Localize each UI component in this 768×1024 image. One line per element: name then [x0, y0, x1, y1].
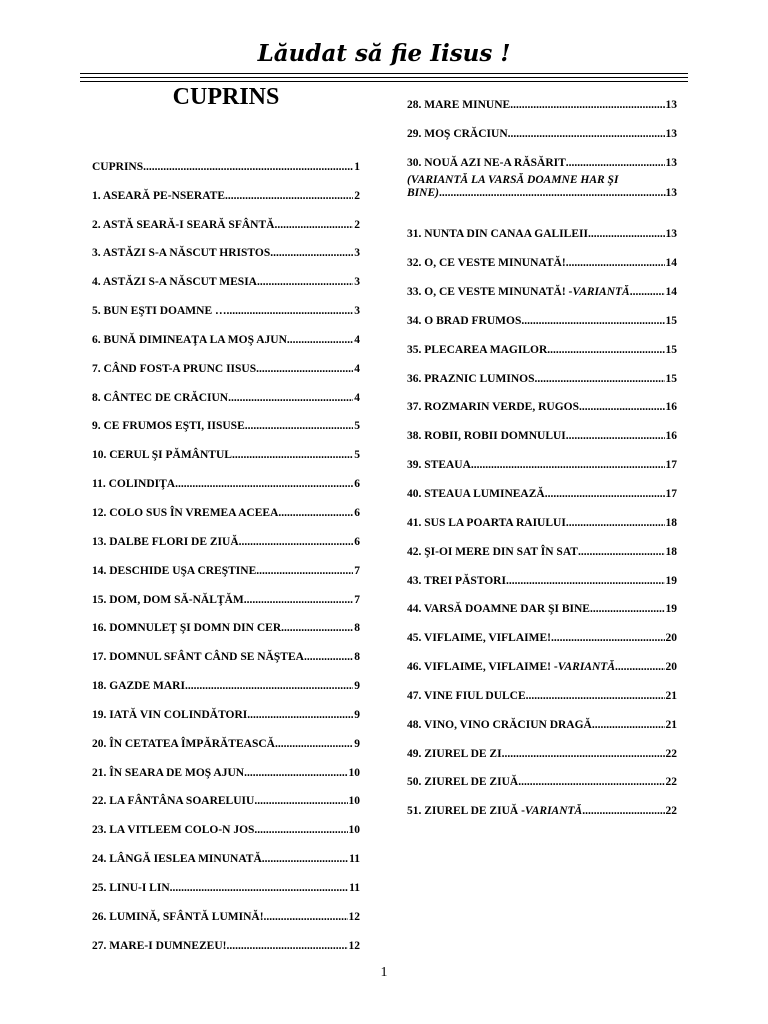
toc-entry-title: 36. PRAZNIC LUMINOS — [407, 372, 535, 385]
toc-entry-page: 13 — [665, 186, 677, 199]
toc-entry-page: 5 — [354, 449, 360, 462]
toc-entry-title: 5. BUN EŞTI DOAMNE … — [92, 305, 227, 318]
toc-entry[interactable] — [407, 82, 677, 111]
toc-entry[interactable] — [407, 673, 677, 702]
toc-entry-title: 29. MOŞ CRĂCIUN — [407, 127, 508, 140]
toc-entry-page: 21 — [665, 689, 677, 702]
toc-entry-title: 11. COLINDIŢA — [92, 478, 176, 491]
toc-entry-note-line2: BINE) — [407, 186, 439, 199]
toc-entry-title: 41. SUS LA POARTA RAIULUI — [407, 516, 566, 529]
toc-entry-title: 2. ASTĂ SEARĂ-I SEARĂ SFÂNTĂ — [92, 218, 275, 231]
toc-entry-page: 13 — [665, 156, 677, 169]
toc-entry[interactable] — [407, 558, 677, 587]
toc-entry-title: 50. ZIUREL DE ZIUĂ — [407, 776, 519, 789]
toc-entry-title: CUPRINS — [92, 160, 144, 173]
toc-entry[interactable] — [92, 259, 360, 288]
toc-entry[interactable] — [92, 577, 360, 606]
toc-entry-title: 16. DOMNULEŢ ŞI DOMN DIN CER — [92, 622, 282, 635]
toc-entry-title: 22. LA FÂNTÂNA SOARELUIU — [92, 795, 255, 808]
toc-leader-dots — [175, 478, 353, 490]
toc-entry[interactable] — [407, 644, 677, 673]
toc-entry-title: 34. O BRAD FRUMOS — [407, 314, 522, 327]
toc-entry-title: 19. IATĂ VIN COLINDĂTORI — [92, 708, 248, 721]
toc-leader-dots — [256, 565, 353, 577]
toc-entry-title: 10. CERUL ŞI PĂMÂNTUL — [92, 449, 232, 462]
toc-entry-page: 11 — [349, 853, 360, 866]
toc-entry[interactable] — [92, 432, 360, 461]
toc-entry-note[interactable] — [407, 169, 677, 212]
toc-leader-dots — [551, 632, 665, 644]
toc-entry-title: 31. NUNTA DIN CANAA GALILEII — [407, 228, 588, 241]
toc-leader-dots — [588, 228, 665, 240]
toc-entry[interactable] — [92, 375, 360, 404]
toc-entry-page: 8 — [354, 651, 360, 664]
toc-leader-dots — [228, 392, 353, 404]
toc-entry[interactable] — [92, 894, 360, 923]
toc-leader-dots — [281, 622, 353, 634]
toc-entry[interactable] — [92, 779, 360, 808]
toc-entry-page: 17 — [665, 487, 677, 500]
toc-entry-title: 7. CÂND FOST-A PRUNC IISUS... — [92, 362, 265, 375]
toc-entry-page: 2 — [354, 218, 360, 231]
toc-entry-page: 22 — [665, 776, 677, 789]
toc-entry-title: 14. DESCHIDE UŞA CREŞTINE — [92, 564, 257, 577]
toc-entry[interactable] — [92, 606, 360, 635]
toc-leader-dots — [582, 805, 664, 817]
toc-entry-title: 43. TREI PĂSTORI — [407, 574, 506, 587]
toc-entry-title: 23. LA VITLEEM COLO-N JOS — [92, 824, 255, 837]
toc-entry-title: 28. MARE MINUNE — [407, 98, 511, 111]
toc-entry-page: 4 — [354, 362, 360, 375]
toc-entry-title: 12. COLO SUS ÎN VREMEA ACEEA — [92, 506, 279, 519]
toc-entry-page: 3 — [354, 276, 360, 289]
toc-leader-dots — [566, 257, 665, 269]
toc-entry-title: 3. ASTĂZI S-A NĂSCUT HRISTOS — [92, 247, 271, 260]
toc-entry-page: 15 — [665, 314, 677, 327]
header-rule-top — [80, 73, 688, 74]
toc-entry-title: 47. VINE FIUL DULCE — [407, 689, 526, 702]
toc-leader-dots — [566, 430, 665, 442]
toc-entry-page: 13 — [665, 127, 677, 140]
toc-entry-page: 15 — [665, 372, 677, 385]
toc-entry[interactable] — [92, 490, 360, 519]
toc-leader-dots — [274, 219, 353, 231]
toc-leader-dots — [508, 128, 665, 140]
toc-leader-dots — [254, 795, 347, 807]
toc-entry-page: 7 — [354, 593, 360, 606]
toc-entry-title: 18. GAZDE MARI — [92, 680, 185, 693]
toc-entry[interactable] — [92, 750, 360, 779]
toc-entry[interactable] — [407, 413, 677, 442]
toc-entry[interactable] — [407, 788, 677, 817]
toc-entry-title: 25. LINU-I LIN — [92, 881, 170, 894]
toc-entry-page: 16 — [665, 430, 677, 443]
toc-entry-title: 30. NOUĂ AZI NE-A RĂSĂRIT — [407, 156, 566, 169]
toc-leader-dots — [534, 373, 664, 385]
toc-entry[interactable] — [92, 663, 360, 692]
toc-entry-title: 45. VIFLAIME, VIFLAIME! — [407, 632, 551, 645]
header-rule-middle — [80, 77, 688, 78]
toc-entry-page: 22 — [665, 805, 677, 818]
toc-leader-dots — [227, 305, 354, 317]
toc-entry-page: 19 — [665, 574, 677, 587]
toc-leader-dots — [526, 690, 665, 702]
toc-entry-page: 5 — [354, 420, 360, 433]
toc-entry-page: 18 — [665, 545, 677, 558]
toc-entry[interactable] — [92, 231, 360, 260]
toc-leader-dots — [244, 594, 354, 606]
toc-leader-dots — [590, 603, 665, 615]
toc-entry-note-line1: (VARIANTĂ LA VARSĂ DOAMNE HAR ŞI — [407, 173, 619, 186]
toc-entry-title: 15. DOM, DOM SĂ-NĂLŢĂM — [92, 593, 244, 606]
toc-entry[interactable] — [407, 731, 677, 760]
toc-leader-dots — [254, 824, 347, 836]
toc-entry[interactable] — [407, 111, 677, 140]
toc-entry[interactable] — [92, 317, 360, 346]
toc-leader-dots — [244, 767, 347, 779]
toc-entry-page: 14 — [665, 286, 677, 299]
toc-entry-title: 8. CÂNTEC DE CRĂCIUN — [92, 391, 229, 404]
toc-leader-dots — [270, 247, 353, 259]
toc-entry-title: 6. BUNĂ DIMINEAŢA LA MOŞ AJUN — [92, 333, 287, 346]
toc-entry[interactable] — [407, 298, 677, 327]
toc-entry-title: 48. VINO, VINO CRĂCIUN DRAGĂ — [407, 718, 592, 731]
toc-entry[interactable] — [407, 615, 677, 644]
toc-leader-dots — [245, 420, 354, 432]
toc-entry-page: 8 — [354, 622, 360, 635]
toc-entry[interactable] — [92, 144, 360, 173]
toc-entry-title: 27. MARE-I DUMNEZEU! — [92, 939, 227, 952]
toc-leader-dots — [247, 709, 353, 721]
toc-entry[interactable] — [92, 836, 360, 865]
toc-leader-dots — [579, 401, 665, 413]
toc-entry[interactable] — [92, 807, 360, 836]
toc-entry-page: 9 — [354, 680, 360, 693]
toc-leader-dots — [566, 157, 665, 169]
toc-entry-page: 15 — [665, 343, 677, 356]
toc-leader-dots — [439, 187, 666, 200]
toc-entry-page: 13 — [665, 228, 677, 241]
toc-entry[interactable] — [407, 140, 677, 169]
toc-entry[interactable] — [92, 461, 360, 490]
toc-entry-title: 4. ASTĂZI S-A NĂSCUT MESIA — [92, 276, 257, 289]
toc-leader-dots — [578, 546, 665, 558]
toc-entry-page: 4 — [354, 333, 360, 346]
toc-entry-page: 10 — [348, 795, 360, 808]
toc-leader-dots — [264, 911, 348, 923]
toc-entry[interactable] — [407, 240, 677, 269]
toc-entry-page: 4 — [354, 391, 360, 404]
toc-leader-dots — [506, 575, 665, 587]
toc-entry[interactable] — [92, 692, 360, 721]
toc-entry-page: 2 — [354, 189, 360, 202]
toc-entry[interactable] — [407, 587, 677, 616]
toc-title: CUPRINS — [172, 84, 280, 110]
toc-entry-title: 51. ZIUREL DE ZIUĂ - — [407, 805, 525, 818]
page-number: 1 — [380, 965, 388, 980]
toc-entry-page: 10 — [348, 766, 360, 779]
toc-entry[interactable] — [407, 760, 677, 789]
toc-entry[interactable] — [407, 529, 677, 558]
toc-entry-page: 20 — [665, 661, 677, 674]
toc-entry[interactable] — [407, 471, 677, 500]
toc-entry-title: 20. ÎN CETATEA ÎMPĂRĂTEASCĂ — [92, 737, 275, 750]
toc-entry-title: 37. ROZMARIN VERDE, RUGOS — [407, 401, 579, 414]
toc-entry[interactable] — [92, 865, 360, 894]
toc-entry[interactable] — [407, 327, 677, 356]
toc-leader-dots — [521, 315, 664, 327]
toc-entry-page: 18 — [665, 516, 677, 529]
toc-entry[interactable] — [407, 385, 677, 414]
toc-entry[interactable] — [407, 212, 677, 241]
toc-entry-page: 10 — [348, 824, 360, 837]
toc-leader-dots — [592, 719, 665, 731]
toc-entry[interactable] — [92, 202, 360, 231]
toc-leader-dots — [502, 748, 665, 760]
toc-entry-title: 21. ÎN SEARA DE MOŞ AJUN — [92, 766, 245, 779]
toc-entry[interactable] — [92, 519, 360, 548]
toc-leader-dots — [239, 536, 354, 548]
toc-entry-page: 21 — [665, 718, 677, 731]
toc-entry[interactable] — [92, 634, 360, 663]
toc-leader-dots — [518, 776, 664, 788]
toc-leader-dots — [143, 161, 353, 173]
toc-leader-dots — [170, 882, 348, 894]
toc-entry[interactable] — [92, 923, 360, 952]
toc-leader-dots — [257, 276, 353, 288]
toc-leader-dots — [510, 99, 664, 111]
toc-column-right — [407, 82, 677, 817]
toc-entry-page: 6 — [354, 535, 360, 548]
toc-entry-title: 35. PLECAREA MAGILOR — [407, 343, 548, 356]
toc-entry-page: 22 — [665, 747, 677, 760]
toc-entry-page: 20 — [665, 632, 677, 645]
toc-leader-dots — [304, 651, 353, 663]
toc-entry-title: 24. LÂNGĂ IESLEA MINUNATĂ — [92, 853, 262, 866]
toc-entry[interactable] — [92, 173, 360, 202]
toc-entry-page: 1 — [354, 160, 360, 173]
toc-entry[interactable] — [407, 442, 677, 471]
toc-entry-page: 16 — [665, 401, 677, 414]
page-header: Lăudat să fie Iisus ! — [257, 40, 511, 67]
toc-entry-title: 46. VIFLAIME, VIFLAIME! - — [407, 661, 558, 674]
toc-entry[interactable] — [92, 346, 360, 375]
toc-entry-variant: VARIANTĂ — [524, 805, 583, 818]
toc-entry-title: 17. DOMNUL SFÂNT CÂND SE NĂŞTEA — [92, 651, 304, 664]
toc-entry-page: 6 — [354, 506, 360, 519]
toc-leader-dots — [615, 661, 665, 673]
toc-entry-page: 12 — [348, 939, 360, 952]
toc-entry[interactable] — [407, 356, 677, 385]
toc-entry[interactable] — [407, 702, 677, 731]
toc-entry-title: 26. LUMINĂ, SFÂNTĂ LUMINĂ! — [92, 910, 264, 923]
toc-entry-title: 1. ASEARĂ PE-NSERATE... — [92, 189, 234, 202]
toc-leader-dots — [471, 459, 665, 471]
toc-entry-page: 14 — [665, 257, 677, 270]
toc-entry-page: 11 — [349, 881, 360, 894]
toc-leader-dots — [287, 334, 353, 346]
toc-entry-title: 33. O, CE VESTE MINUNATĂ! - — [407, 286, 573, 299]
toc-entry-title: 44. VARSĂ DOAMNE DAR ŞI BINE — [407, 603, 590, 616]
toc-column-left — [92, 144, 360, 952]
toc-entry-variant: VARIANTĂ — [557, 661, 615, 674]
toc-leader-dots — [278, 507, 353, 519]
toc-leader-dots — [545, 488, 665, 500]
toc-entry-page: 3 — [354, 305, 360, 318]
toc-entry-page: 12 — [348, 910, 360, 923]
toc-entry-page: 3 — [354, 247, 360, 260]
toc-entry-title: 49. ZIUREL DE ZI — [407, 747, 502, 760]
toc-leader-dots — [232, 449, 353, 461]
toc-leader-dots — [265, 363, 354, 375]
toc-leader-dots — [234, 190, 354, 202]
toc-entry-title: 38. ROBII, ROBII DOMNULUI — [407, 430, 566, 443]
toc-entry-variant: VARIANTĂ — [572, 286, 630, 299]
toc-entry-title: 39. STEAUA — [407, 459, 471, 472]
toc-leader-dots — [262, 853, 348, 865]
toc-leader-dots — [185, 680, 353, 692]
toc-leader-dots — [547, 344, 664, 356]
toc-entry[interactable] — [92, 721, 360, 750]
toc-entry[interactable] — [407, 500, 677, 529]
toc-entry[interactable] — [92, 288, 360, 317]
toc-entry-title: 9. CE FRUMOS EŞTI, IISUSE — [92, 420, 245, 433]
toc-entry-page: 7 — [354, 564, 360, 577]
toc-entry-page: 6 — [354, 478, 360, 491]
toc-entry[interactable] — [92, 404, 360, 433]
toc-entry[interactable] — [92, 548, 360, 577]
toc-entry-page: 19 — [665, 603, 677, 616]
toc-entry-page: 9 — [354, 708, 360, 721]
toc-entry-title: 32. O, CE VESTE MINUNATĂ! — [407, 257, 566, 270]
toc-entry[interactable] — [407, 269, 677, 298]
toc-entry-title: 42. ŞI-OI MERE DIN SAT ÎN SAT — [407, 545, 578, 558]
toc-entry-page: 9 — [354, 737, 360, 750]
toc-leader-dots — [275, 738, 353, 750]
toc-leader-dots — [630, 286, 665, 298]
toc-entry-page: 13 — [665, 98, 677, 111]
toc-entry-page: 17 — [665, 459, 677, 472]
toc-entry-title: 13. DALBE FLORI DE ZIUĂ — [92, 535, 239, 548]
toc-leader-dots — [226, 940, 347, 952]
toc-entry-title: 40. STEAUA LUMINEAZĂ — [407, 487, 545, 500]
toc-leader-dots — [566, 517, 665, 529]
